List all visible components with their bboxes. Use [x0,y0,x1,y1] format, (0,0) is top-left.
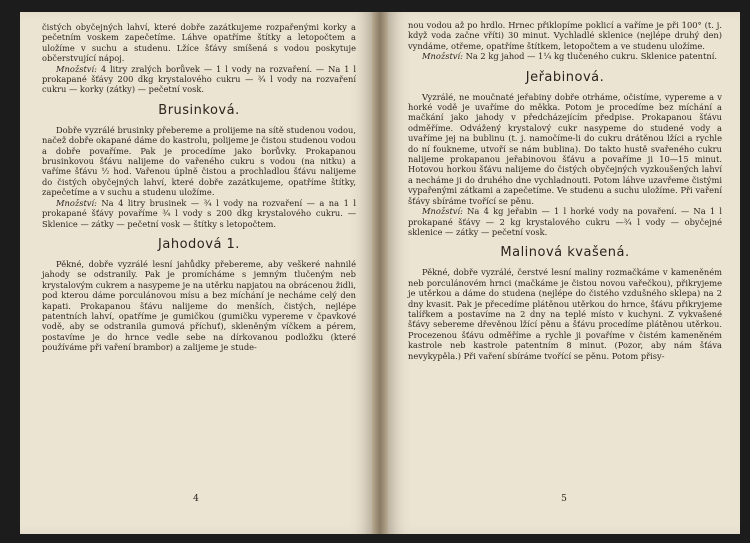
right-page [388,12,740,534]
quantity-label: Množství: [56,197,97,208]
recipe-title-jahodova: Jahodová 1. [158,236,240,252]
book-gutter [372,12,388,534]
right-intro-quantity [408,51,722,61]
left-page-content [42,22,356,353]
recipe-text-malinova: Pěkné, dobře vyzrálé, čerstvé lesní maliny rozmačkáme v kameněném neb porculánovém hrnci (mačkáme je čistou novou vařečkou), přikryjeme je utěrkou a dáme do studena (nejlépe do čistého vzdušného sklepa) na 2 dny kvasit. Pak je přecedíme plátěnou utěrkou do hrnce, šťávu přikryjeme talířkem a postavíme na 2 dny na teplé místo v kuchyni. Z vykvašené šťávy sebereme dřevěnou lžící pěnu a šťávu procedíme plátěnou utěrkou. Procezenou šťávu odměříme a rychle ji povaříme v čistém kameněném kastrole neb kastrole patentním 8 minut. (Pozor, aby nám šťáva nevykypěla.) Při vaření sbíráme tvořící se pěnu. Potom přisy- [408,267,722,361]
quantity-label: Množství: [422,51,463,62]
book-spread [10,6,740,537]
recipe-text-jerabinova: Vyzrálé, ne moučnaté jeřabiny dobře otrháme, očistíme, vypereme a v horké vodě je uvaříme do měkka. Potom je procedíme bez míchání a mačkání jako jahody v předcházejícím předpise. Prokapanou šťávu odměříme. Odvážený krystalový cukr nasypeme do studené vody a uvaříme jej na bublinu (t. j. namočíme-li do cukru drátěnou lžíci a rychle do ní foukneme, utvoří se nám bublina). Do takto hustě svařeného cukru nalijeme prokapanou jeřabinovou šťávu a povaříme ji 10—15 minut. Hotovou horkou šťávu nalijeme do čistých obyčejných vyzkoušených lahví a necháme ji do druhého dne vychladnouti. Potom láhve uzavřeme čistými vypařenými zátkami a zapečetíme. Ve studenu a suchu uložíme. Při vaření šťávy sbíráme tvořící se pěnu. [408,91,722,206]
quantity-label: Množství: [56,63,97,74]
recipe-text-jahodova: Pěkné, dobře vyzrálé lesní jahůdky přebereme, aby veškeré nahnilé jahody se odstranily. Pak je promícháme s jemným tlučeným neb krystalovým cukrem a nasypeme je na utěrku napjatou na obrácenou židli, pod kterou dáme porculánovou mísu a bez míchání je necháme celý den kapati. Prokapanou šťávu nalijeme do menších, čistých, nejlépe patentních lahví, opatříme je gumičkou (gumičku vypereme v čpavkové vodě, aby se odstranila gumová příchuť), skleněným víčkem a pérem, postavíme je do hrnce vedle sebe na dírkovanou podložku (které používáme při vaření brambor) a zalijeme je stude- [42,258,356,353]
quantity-text: Na 4 litry brusinek — ¾ l vody na rozvaření — a na 1 l prokapané šťávy povaříme ¾ l vody s 200 dkg krystalového cukru. — Sklenice — zátky — pečetní vosk — štítky s letopočtem. [42,197,356,229]
recipe-quantity-brusinkova [42,198,356,229]
quantity-label: Množství: [422,206,463,217]
right-intro-paragraph: nou vodou až po hrdlo. Hrnec přiklopíme poklicí a vaříme je při 100° (t. j. když voda začne vříti) 30 minut. Vychladlé sklenice (nejlépe druhý den) vyndáme, otřeme, opatříme štítkem, letopočtem a ve studenu uložíme. [408,20,722,51]
page-number-left: 4 [193,494,199,504]
left-intro-quantity [42,64,356,95]
quantity-text: 4 litry zralých borůvek — 1 l vody na rozvaření. — Na 1 l prokapané šťávy 200 dkg krystalového cukru — ¾ l vody na rozvaření cukru — korky (zátky) — pečetní vosk. [42,63,357,95]
recipe-title-brusinkova: Brusinková. [158,102,240,118]
recipe-title-malinova: Malinová kvašená. [500,245,630,261]
quantity-text: Na 4 kg jeřabin — 1 l horké vody na povaření. — Na 1 l prokapané šťávy — 2 kg krystalového cukru —¾ l vody — obyčejné sklenice — zátky — pečetní vosk. [408,206,722,237]
left-page [20,12,372,534]
left-intro-paragraph: čistých obyčejných lahví, které dobře zazátkujeme rozpařenými korky a pečetním voskem zapečetíme. Láhve opatříme štítky a letopočtem a uložíme v suchu a studenu. Lžíce šťávy smíšená s vodou poskytuje občerstvující nápoj. [42,22,356,64]
recipe-quantity-jerabinova [408,206,722,237]
recipe-title-jerabinova: Jeřabinová. [525,69,605,85]
quantity-text: Na 2 kg jahod — 1¼ kg tlučeného cukru. Sklenice patentní. [465,51,717,62]
right-page-content [408,20,722,361]
recipe-text-brusinkova: Dobře vyzrálé brusinky přebereme a prolijeme na sítě studenou vodou, načež dobře okapané dáme do kastrolu, polijeme je čistou studenou vodou a dobře povaříme. Pak je procedíme jako borůvky. Prokapanou brusinkovou šťávu nalijeme do vařeného cukru s vodou (na nitku) a vaříme šťávu ½ hod. Vařenou úplně čistou a prochladlou šťávu nalijeme do čistých obyčejných lahví, které dobře zazátkujeme, opatříme štítky, zapečetíme a v suchu a studenu uložíme. [42,124,356,198]
page-number-right: 5 [561,494,567,504]
